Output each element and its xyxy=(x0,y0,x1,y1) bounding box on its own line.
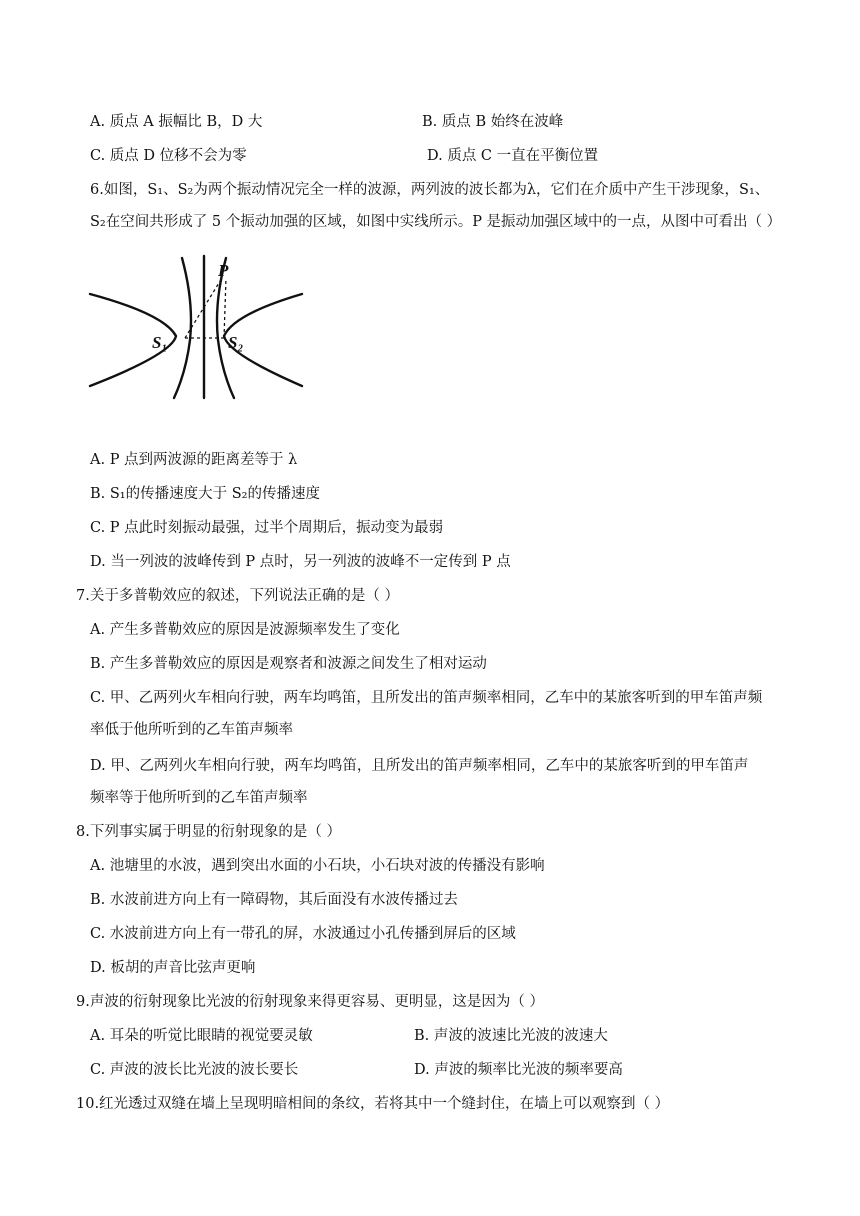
q7-option-c-line-1: C. 甲、乙两列火车相向行驶，两车均鸣笛，且所发出的笛声频率相同，乙车中的某旅客听到的甲车笛声频 xyxy=(90,690,763,706)
q6-option-a: A. P 点到两波源的距离差等于 λ xyxy=(90,452,298,468)
q7-option-a: A. 产生多普勒效应的原因是波源频率发生了变化 xyxy=(90,622,400,638)
q6-option-b: B. S₁的传播速度大于 S₂的传播速度 xyxy=(90,486,320,502)
q9-option-a: A. 耳朵的听觉比眼睛的视觉要灵敏 xyxy=(90,1028,313,1044)
q6-option-c: C. P 点此时刻振动最强，过半个周期后，振动变为最弱 xyxy=(90,520,444,536)
q6-stem-line-2: S₂在空间共形成了 5 个振动加强的区域，如图中实线所示。P 是振动加强区域中的一点，从图中可看出（ ） xyxy=(90,214,782,230)
q8-option-d: D. 板胡的声音比弦声更响 xyxy=(90,960,256,976)
dashed-line-s2-p xyxy=(224,278,226,338)
q5-option-b: B. 质点 B 始终在波峰 xyxy=(422,114,564,130)
q6-stem-line-1: 6.如图，S₁、S₂为两个振动情况完全一样的波源，两列波的波长都为λ，它们在介质中产生干涉现象，S₁、 xyxy=(90,182,770,198)
q9-stem: 9.声波的衍射现象比光波的衍射现象来得更容易、更明显，这是因为（ ） xyxy=(76,994,544,1010)
q7-option-d-line-1: D. 甲、乙两列火车相向行驶，两车均鸣笛，且所发出的笛声频率相同，乙车中的某旅客听到的甲车笛声 xyxy=(90,758,749,774)
q9-option-b: B. 声波的波速比光波的波速大 xyxy=(414,1028,608,1044)
label-s2: S₂ xyxy=(228,333,244,352)
q8-stem: 8.下列事实属于明显的衍射现象的是（ ） xyxy=(76,824,341,840)
q7-option-d-line-2: 频率等于他所听到的乙车笛声频率 xyxy=(90,790,308,806)
inner-left-hyperbola xyxy=(174,258,191,398)
q8-option-c: C. 水波前进方向上有一带孔的屏，水波通过小孔传播到屏后的区域 xyxy=(90,926,516,942)
q8-option-a: A. 池塘里的水波，遇到突出水面的小石块，小石块对波的传播没有影响 xyxy=(90,858,545,874)
label-s1: S₁ xyxy=(152,333,168,352)
q5-option-d: D. 质点 C 一直在平衡位置 xyxy=(427,148,599,164)
interference-figure xyxy=(86,252,306,400)
q7-option-b: B. 产生多普勒效应的原因是观察者和波源之间发生了相对运动 xyxy=(90,656,487,672)
label-p: P xyxy=(218,261,229,280)
q9-option-d: D. 声波的频率比光波的频率要高 xyxy=(414,1062,623,1078)
q5-option-c: C. 质点 D 位移不会为零 xyxy=(90,148,247,164)
q10-stem: 10.红光透过双缝在墙上呈现明暗相间的条纹，若将其中一个缝封住，在墙上可以观察到（ ） xyxy=(76,1096,670,1112)
q5-option-a: A. 质点 A 振幅比 B，D 大 xyxy=(90,114,263,130)
q6-option-d: D. 当一列波的波峰传到 P 点时，另一列波的波峰不一定传到 P 点 xyxy=(90,554,511,570)
q8-option-b: B. 水波前进方向上有一障碍物，其后面没有水波传播过去 xyxy=(90,892,458,908)
q7-option-c-line-2: 率低于他所听到的乙车笛声频率 xyxy=(90,722,293,738)
q9-option-c: C. 声波的波长比光波的波长要长 xyxy=(90,1062,299,1078)
q7-stem: 7.关于多普勒效应的叙述，下列说法正确的是（ ） xyxy=(76,588,399,604)
interference-diagram xyxy=(86,252,306,400)
